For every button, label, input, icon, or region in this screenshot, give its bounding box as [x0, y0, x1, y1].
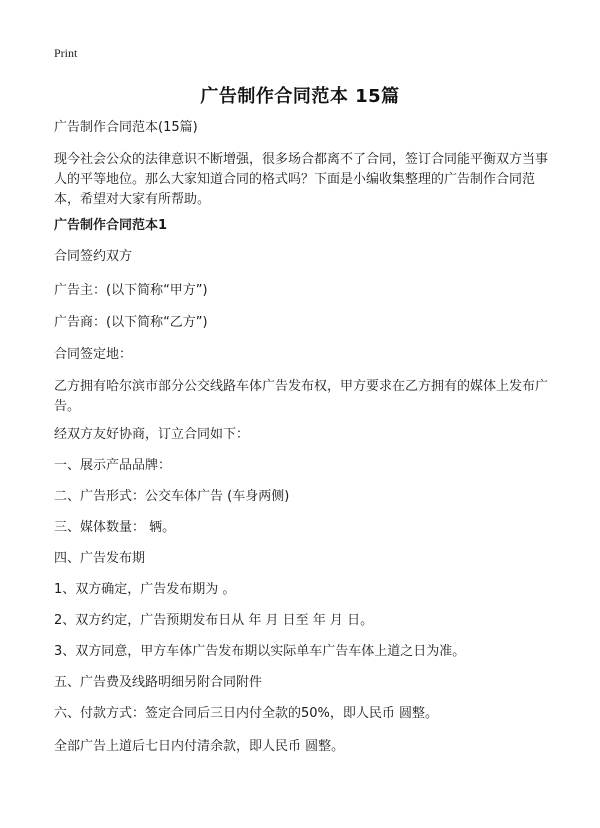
document-subtitle: 广告制作合同范本(15篇) [54, 120, 198, 135]
paragraph-advertiser: 广告主：(以下简称“甲方”) [54, 283, 208, 298]
paragraph-final-payment: 全部广告上道后七日内付清余款，即人民币 圆整。 [54, 739, 345, 754]
paragraph-agreement: 经双方友好协商，订立合同如下： [54, 427, 250, 442]
intro-paragraph: 现今社会公众的法律意识不断增强，很多场合都离不了合同，签订合同能平衡双方当事人的平等地位。那么大家知道合同的格式吗？下面是小编收集整理的广告制作合同范本，希望对大家有所帮助。 [54, 152, 549, 207]
paragraph-agency: 广告商：(以下简称“乙方”) [54, 315, 208, 330]
clause-3: 三、媒体数量： 辆。 [54, 520, 176, 535]
clause-2: 二、广告形式：公交车体广告 (车身两侧) [54, 489, 290, 504]
paragraph-signing-place: 合同签定地： [54, 347, 133, 362]
clause-4-item-2: 2、双方约定，广告预期发布日从 年 月 日至 年 月 日。 [54, 613, 374, 628]
clause-6: 六、付款方式：签定合同后三日内付全款的50%，即人民币 圆整。 [54, 706, 439, 721]
clause-4-item-1: 1、双方确定，广告发布期为 。 [54, 582, 236, 597]
clause-4: 四、广告发布期 [54, 551, 146, 566]
document-title: 广告制作合同范本 15篇 [200, 86, 400, 107]
clause-4-item-3: 3、双方同意，甲方车体广告发布期以实际单车广告车体上道之日为准。 [54, 644, 466, 659]
print-label[interactable]: Print [54, 46, 78, 60]
paragraph-contract-parties: 合同签约双方 [54, 249, 133, 264]
section-heading: 广告制作合同范本1 [54, 218, 168, 233]
paragraph-rights: 乙方拥有哈尔滨市部分公交线路车体广告发布权，甲方要求在乙方拥有的媒体上发布广告。 [54, 379, 549, 414]
clause-5: 五、广告费及线路明细另附合同附件 [54, 675, 263, 690]
clause-1: 一、展示产品品牌： [54, 458, 172, 473]
